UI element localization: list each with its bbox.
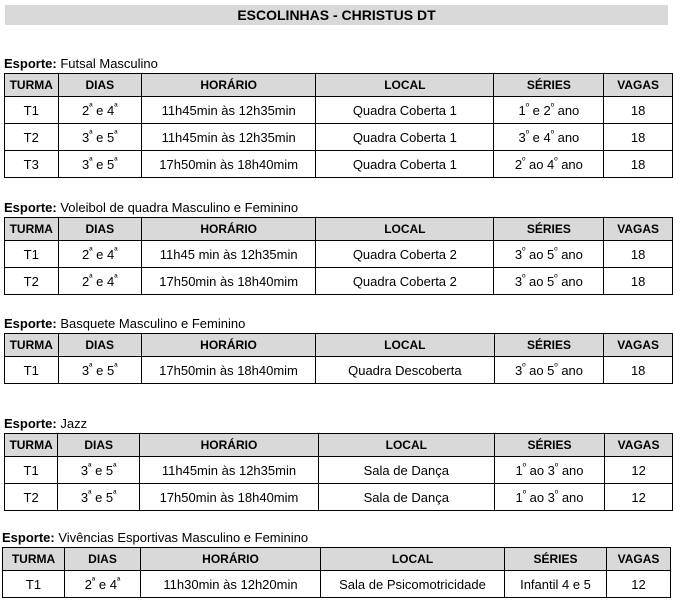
column-header-horario: HORÁRIO xyxy=(141,548,321,571)
column-header-turma: TURMA xyxy=(5,434,58,457)
cell-turma: T1 xyxy=(5,241,59,268)
column-header-dias: DIAS xyxy=(65,548,141,571)
cell-turma: T1 xyxy=(3,571,65,598)
column-header-dias: DIAS xyxy=(58,434,140,457)
column-header-local: LOCAL xyxy=(321,548,505,571)
schedule-table xyxy=(4,73,673,178)
sport-section xyxy=(4,56,673,178)
sport-section xyxy=(4,316,673,384)
sport-name: Jazz xyxy=(56,416,88,431)
schedule-table xyxy=(4,433,673,511)
column-header-horario: HORÁRIO xyxy=(142,74,316,97)
cell-local: Quadra Descoberta xyxy=(316,357,495,384)
table-header-row xyxy=(3,548,671,571)
cell-vagas: 18 xyxy=(604,97,673,124)
cell-horario: 11h45min às 12h35min xyxy=(142,124,316,151)
column-header-local: LOCAL xyxy=(316,218,494,241)
cell-turma: T2 xyxy=(5,484,58,511)
cell-local: Quadra Coberta 2 xyxy=(316,241,494,268)
cell-vagas: 12 xyxy=(605,484,673,511)
sport-label: Esporte: xyxy=(4,200,57,215)
cell-dias: $3^ª$ e $5^ª$ xyxy=(58,484,140,511)
column-header-horario: HORÁRIO xyxy=(142,218,316,241)
table-header-row xyxy=(5,74,673,97)
column-header-horario: HORÁRIO xyxy=(140,434,319,457)
cell-dias: $3^ª$ e $5^ª$ xyxy=(58,357,141,384)
column-header-series: SÉRIES xyxy=(494,218,604,241)
cell-vagas: 18 xyxy=(604,124,673,151)
sport-section xyxy=(4,416,673,511)
column-header-series: SÉRIES xyxy=(494,334,604,357)
cell-horario: 17h50min às 18h40mim xyxy=(142,151,316,178)
table-row xyxy=(5,151,673,178)
column-header-vagas: VAGAS xyxy=(605,434,673,457)
sport-heading xyxy=(4,316,673,332)
sport-heading xyxy=(4,56,673,72)
sport-heading xyxy=(4,200,673,216)
cell-horario: 11h45 min às 12h35min xyxy=(142,241,316,268)
cell-vagas: 18 xyxy=(604,357,673,384)
column-header-local: LOCAL xyxy=(316,334,495,357)
cell-horario: 17h50min às 18h40mim xyxy=(142,268,316,295)
cell-series: $1^º$ e $2^º$ ano xyxy=(494,97,604,124)
column-header-local: LOCAL xyxy=(318,434,494,457)
column-header-turma: TURMA xyxy=(5,218,59,241)
sport-name: Futsal Masculino xyxy=(56,56,158,71)
sport-name: Voleibol de quadra Masculino e Feminino xyxy=(56,200,299,215)
cell-series: $3^º$ ao $5^º$ ano xyxy=(494,357,604,384)
sport-name: Basquete Masculino e Feminino xyxy=(56,316,246,331)
cell-dias: $2^ª$ e $4^ª$ xyxy=(65,571,141,598)
column-header-local: LOCAL xyxy=(316,74,494,97)
table-row xyxy=(5,268,673,295)
sport-label: Esporte: xyxy=(4,56,57,71)
cell-dias: $2^ª$ e $4^ª$ xyxy=(58,268,142,295)
column-header-turma: TURMA xyxy=(3,548,65,571)
cell-local: Sala de Dança xyxy=(318,484,494,511)
page-title: ESCOLINHAS - CHRISTUS DT xyxy=(5,5,668,25)
column-header-dias: DIAS xyxy=(58,74,142,97)
cell-series: $2^º$ ao $4^º$ ano xyxy=(494,151,604,178)
sport-label: Esporte: xyxy=(4,416,57,431)
cell-horario: 11h45min às 12h35min xyxy=(140,457,319,484)
cell-turma: T1 xyxy=(5,457,58,484)
cell-vagas: 18 xyxy=(604,241,673,268)
column-header-vagas: VAGAS xyxy=(604,334,673,357)
column-header-horario: HORÁRIO xyxy=(141,334,315,357)
cell-horario: 11h30min às 12h20min xyxy=(141,571,321,598)
column-header-turma: TURMA xyxy=(5,74,59,97)
column-header-vagas: VAGAS xyxy=(607,548,671,571)
table-row xyxy=(5,457,673,484)
sport-heading xyxy=(4,416,673,432)
table-header-row xyxy=(5,218,673,241)
column-header-turma: TURMA xyxy=(5,334,59,357)
sport-section xyxy=(4,200,673,295)
schedule-table xyxy=(4,333,673,384)
column-header-vagas: VAGAS xyxy=(604,218,673,241)
schedule-table xyxy=(2,547,671,598)
cell-horario: 17h50min às 18h40mim xyxy=(140,484,319,511)
schedule-table xyxy=(4,217,673,295)
cell-turma: T1 xyxy=(5,97,59,124)
cell-series: $1^º$ ao $3^º$ ano xyxy=(494,457,604,484)
cell-local: Quadra Coberta 1 xyxy=(316,124,494,151)
cell-local: Sala de Psicomotricidade xyxy=(321,571,505,598)
sport-heading xyxy=(2,530,671,546)
cell-vagas: 18 xyxy=(604,268,673,295)
cell-dias: $2^ª$ e $4^ª$ xyxy=(58,97,142,124)
cell-local: Sala de Dança xyxy=(318,457,494,484)
cell-series: Infantil 4 e 5 xyxy=(505,571,607,598)
sport-section xyxy=(2,530,671,598)
cell-vagas: 18 xyxy=(604,151,673,178)
table-row xyxy=(5,124,673,151)
column-header-series: SÉRIES xyxy=(494,434,604,457)
cell-vagas: 12 xyxy=(607,571,671,598)
table-row xyxy=(3,571,671,598)
cell-vagas: 12 xyxy=(605,457,673,484)
column-header-series: SÉRIES xyxy=(505,548,607,571)
cell-dias: $3^ª$ e $5^ª$ xyxy=(58,457,140,484)
cell-dias: $3^ª$ e $5^ª$ xyxy=(58,151,142,178)
cell-local: Quadra Coberta 2 xyxy=(316,268,494,295)
cell-series: $3^º$ ao $5^º$ ano xyxy=(494,268,604,295)
table-row xyxy=(5,97,673,124)
table-row xyxy=(5,241,673,268)
cell-turma: T2 xyxy=(5,124,59,151)
cell-turma: T1 xyxy=(5,357,59,384)
column-header-dias: DIAS xyxy=(58,218,142,241)
column-header-series: SÉRIES xyxy=(494,74,604,97)
table-row xyxy=(5,484,673,511)
sport-name: Vivências Esportivas Masculino e Feminino xyxy=(54,530,309,545)
cell-turma: T3 xyxy=(5,151,59,178)
cell-series: $3^º$ ao $5^º$ ano xyxy=(494,241,604,268)
cell-local: Quadra Coberta 1 xyxy=(316,97,494,124)
column-header-dias: DIAS xyxy=(58,334,141,357)
table-header-row xyxy=(5,334,673,357)
cell-horario: 17h50min às 18h40mim xyxy=(141,357,315,384)
cell-series: $3^º$ e $4^º$ ano xyxy=(494,124,604,151)
sport-label: Esporte: xyxy=(2,530,55,545)
cell-turma: T2 xyxy=(5,268,59,295)
cell-series: $1^º$ ao $3^º$ ano xyxy=(494,484,604,511)
cell-local: Quadra Coberta 1 xyxy=(316,151,494,178)
table-row xyxy=(5,357,673,384)
column-header-vagas: VAGAS xyxy=(604,74,673,97)
cell-dias: $2^ª$ e $4^ª$ xyxy=(58,241,142,268)
cell-dias: $3^ª$ e $5^ª$ xyxy=(58,124,142,151)
cell-horario: 11h45min às 12h35min xyxy=(142,97,316,124)
sport-label: Esporte: xyxy=(4,316,57,331)
table-header-row xyxy=(5,434,673,457)
